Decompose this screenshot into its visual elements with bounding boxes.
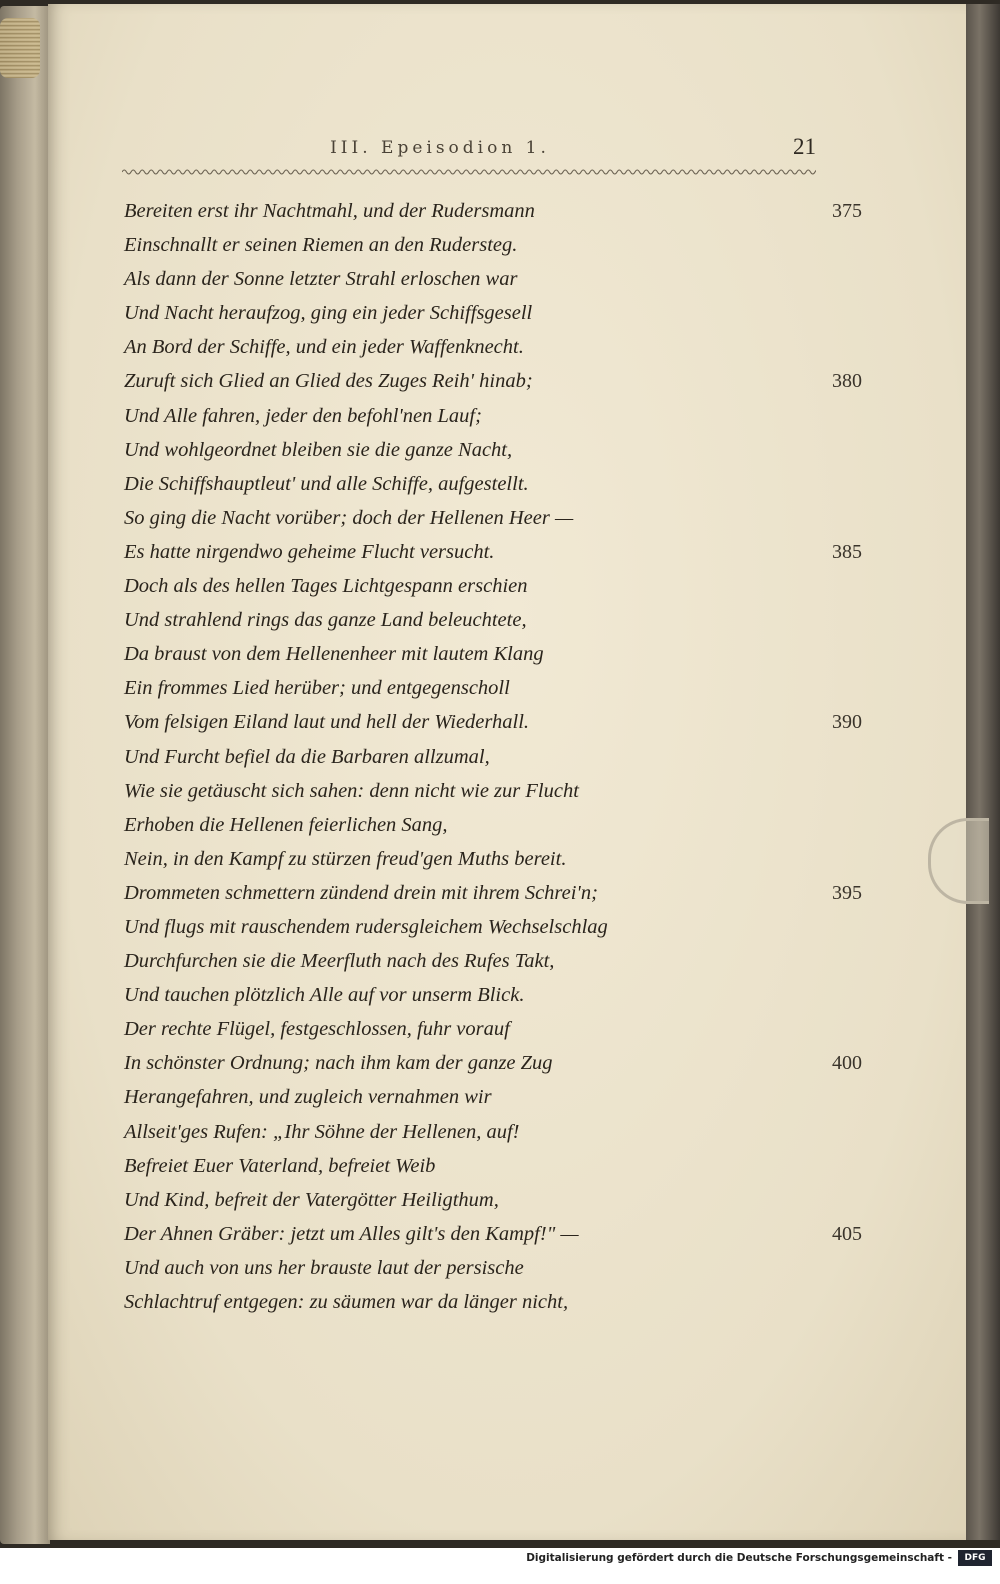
page-header [124, 134, 816, 164]
verse-line [124, 876, 868, 910]
verse-text: Es hatte nirgendwo geheime Flucht versucht. [124, 540, 495, 563]
verse-text: Einschnallt er seinen Riemen an den Rudersteg. [124, 234, 518, 257]
verse-line [124, 399, 868, 433]
verse-text: Und tauchen plötzlich Alle auf vor unserm Blick. [124, 984, 525, 1007]
verse-text: Da braust von dem Hellenenheer mit lautem Klang [124, 643, 544, 666]
line-number: 375 [832, 200, 862, 222]
line-number: 395 [832, 881, 862, 904]
verse-text: In schönster Ordnung; nach ihm kam der ganze Zug [124, 1052, 553, 1075]
verse-text: Und Kind, befreit der Vatergötter Heiligthum, [124, 1188, 499, 1211]
verse-text: Drommeten schmettern zündend drein mit ihrem Schrei'n; [124, 881, 598, 904]
verse-line [124, 944, 868, 978]
verse-line [124, 740, 868, 774]
verse-text: Und Nacht heraufzog, ging ein jeder Schiffsgesell [124, 302, 533, 325]
line-number: 385 [832, 540, 862, 563]
verse-text: Ein frommes Lied herüber; und entgegenscholl [124, 677, 510, 700]
verse-line [124, 330, 868, 364]
verse-text: Der rechte Flügel, festgeschlossen, fuhr vorauf [124, 1018, 510, 1041]
verse-text: Und flugs mit rauschendem rudersgleichem Wechselschlag [124, 915, 608, 938]
left-page-edge [0, 6, 50, 1544]
running-head: III. Epeisodion 1. [330, 138, 550, 158]
verse-line [124, 1080, 868, 1114]
verse-line [124, 705, 868, 739]
verse-line [124, 1012, 868, 1046]
verse-text: Und Alle fahren, jeder den befohl'nen Lauf; [124, 404, 482, 427]
verse-text: Befreiet Euer Vaterland, befreiet Weib [124, 1154, 436, 1177]
verse-text: Und Furcht befiel da die Barbaren allzumal, [124, 745, 490, 768]
verse-line [124, 774, 868, 808]
line-number: 390 [832, 711, 862, 734]
verse-text: Erhoben die Hellenen feierlichen Sang, [124, 813, 448, 836]
line-number: 380 [832, 370, 862, 393]
verse-line [124, 1217, 868, 1251]
verse-line [124, 842, 868, 876]
verse-line [124, 1251, 868, 1285]
verse-line [124, 603, 868, 637]
digitization-credit: Digitalisierung gefördert durch die Deutsche Forschungsgemeinschaft - [526, 1552, 952, 1564]
verse-line [124, 1183, 868, 1217]
verse-line [124, 978, 868, 1012]
verse-line [124, 569, 868, 603]
verse-line [124, 637, 868, 671]
verse-line [124, 808, 868, 842]
page-number: 21 [793, 134, 816, 159]
wavy-rule-divider [122, 166, 816, 178]
verse-line [124, 501, 868, 535]
verse-line [124, 467, 868, 501]
line-number: 400 [832, 1052, 862, 1075]
verse-line [124, 535, 868, 569]
verse-text: Durchfurchen sie die Meerfluth nach des Rufes Takt, [124, 950, 555, 973]
right-margin-shadow [966, 4, 1000, 1540]
verse-text: Die Schiffshauptleut' und alle Schiffe, aufgestellt. [124, 472, 529, 495]
verse-text: Allseit'ges Rufen: „Ihr Söhne der Hellenen, auf! [124, 1120, 520, 1143]
verse-text: Nein, in den Kampf zu stürzen freud'gen Muths bereit. [124, 847, 567, 870]
verse-text: Wie sie getäuscht sich sahen: denn nicht wie zur Flucht [124, 779, 579, 802]
verse-line [124, 910, 868, 944]
dfg-logo: DFG [958, 1550, 992, 1566]
verse-line [124, 433, 868, 467]
verse-line [124, 194, 868, 228]
verse-text: Und auch von uns her brauste laut der persische [124, 1256, 524, 1279]
verse-line [124, 296, 868, 330]
verse-text: Zuruft sich Glied an Glied des Zuges Reih' hinab; [124, 370, 533, 393]
verse-text: Und wohlgeordnet bleiben sie die ganze Nacht, [124, 438, 513, 461]
verse-text: Der Ahnen Gräber: jetzt um Alles gilt's den Kampf!" — [124, 1222, 579, 1245]
verse-text: Schlachtruf entgegen: zu säumen war da länger nicht, [124, 1291, 569, 1313]
verse-list [124, 194, 868, 1319]
verse-line [124, 364, 868, 398]
verse-text: Herangefahren, und zugleich vernahmen wir [124, 1086, 492, 1109]
verse-text: Vom felsigen Eiland laut und hell der Wiederhall. [124, 711, 530, 734]
verse-text: So ging die Nacht vorüber; doch der Hellenen Heer — [124, 506, 574, 529]
verse-line [124, 1149, 868, 1183]
verse-line [124, 671, 868, 705]
verse-text: Bereiten erst ihr Nachtmahl, und der Rudersmann [124, 200, 535, 222]
verse-text: Und strahlend rings das ganze Land beleuchtete, [124, 609, 527, 632]
verse-line [124, 1115, 868, 1149]
verse-line [124, 228, 868, 262]
verse-text: Doch als des hellen Tages Lichtgespann erschien [124, 575, 528, 598]
verse-text: An Bord der Schiffe, und ein jeder Waffenknecht. [124, 336, 524, 359]
page-stack-edge [0, 18, 40, 78]
verse-text: Als dann der Sonne letzter Strahl erloschen war [124, 268, 518, 291]
verse-line [124, 1285, 868, 1319]
verse-line [124, 262, 868, 296]
verse-line [124, 1046, 868, 1080]
line-number: 405 [832, 1222, 862, 1245]
